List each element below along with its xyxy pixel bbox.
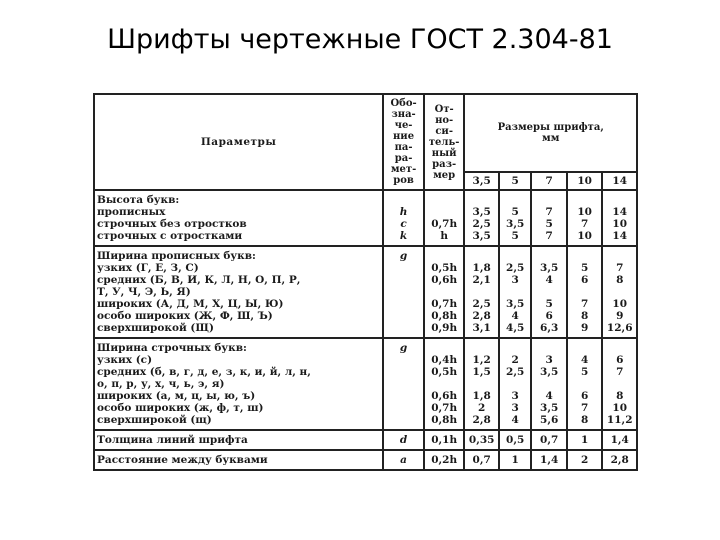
size-value: 7 xyxy=(616,262,624,274)
relative-size-cell-line: 0,8h xyxy=(431,414,458,426)
parameter-cell-line: Толщина линий шрифта xyxy=(97,434,248,446)
symbol-cell-line xyxy=(386,354,421,366)
parameter-cell-line: Ширина строчных букв: xyxy=(97,342,247,354)
relative-size-cell-line: 0,7h xyxy=(431,218,458,230)
size-value: 11,2 xyxy=(606,414,633,426)
size-value xyxy=(570,250,600,262)
symbol-cell-line xyxy=(386,366,421,378)
relative-size-cell-line xyxy=(427,342,462,354)
size-value-cell xyxy=(567,450,603,470)
size-value: 3,5 xyxy=(472,206,491,218)
size-value: 2,5 xyxy=(506,366,525,378)
relative-size-cell-line: 0,5h xyxy=(431,262,458,274)
symbol-cell-line: g xyxy=(399,342,408,354)
size-value: 4,5 xyxy=(506,322,525,334)
symbol-cell-line xyxy=(386,414,421,426)
size-value: 9 xyxy=(581,322,589,334)
size-value-cell xyxy=(567,430,603,450)
size-value xyxy=(570,378,600,390)
size-value xyxy=(570,194,600,206)
size-value-cell xyxy=(531,338,567,430)
relative-size-cell-line xyxy=(427,286,462,298)
size-value xyxy=(570,342,600,354)
symbol-cell xyxy=(383,190,424,246)
size-value: 12,6 xyxy=(606,322,633,334)
font-parameters-table xyxy=(93,93,638,471)
size-value: 1,5 xyxy=(472,366,491,378)
size-value xyxy=(467,286,496,298)
symbol-cell-line xyxy=(386,322,421,334)
parameter-cell xyxy=(94,338,383,430)
header-line: мет- xyxy=(390,164,417,175)
size-value: 14 xyxy=(612,206,628,218)
size-value: 3,5 xyxy=(540,366,559,378)
size-value: 14 xyxy=(612,230,628,242)
parameter-cell xyxy=(94,190,383,246)
symbol-cell-line xyxy=(386,378,421,390)
relative-size-cell xyxy=(424,190,465,246)
size-value: 6 xyxy=(581,274,589,286)
size-value: 7 xyxy=(545,230,553,242)
relative-size-cell-line: 0,5h xyxy=(431,366,458,378)
relative-size-cell-line: 0,1h xyxy=(431,434,458,446)
parameter-cell-line: прописных xyxy=(97,206,166,218)
size-value xyxy=(467,250,496,262)
size-value: 7 xyxy=(616,366,624,378)
size-value: 7 xyxy=(581,402,589,414)
size-value xyxy=(467,342,496,354)
size-column-header: 14 xyxy=(602,172,637,190)
size-value: 3 xyxy=(511,274,519,286)
size-value: 3,5 xyxy=(506,298,525,310)
parameter-cell-line: сверхширокой (щ) xyxy=(97,414,212,426)
size-value: 8 xyxy=(581,310,589,322)
size-value: 1,8 xyxy=(472,390,491,402)
size-value xyxy=(467,378,496,390)
relative-size-cell-line: 0,6h xyxy=(431,274,458,286)
parameter-cell-line: средних (б, в, г, д, е, з, к, и, й, л, н, xyxy=(97,366,311,378)
symbol-cell xyxy=(383,430,424,450)
header-line: Размеры шрифта, xyxy=(497,122,604,133)
size-value: 2,5 xyxy=(472,298,491,310)
size-value-cell xyxy=(602,450,637,470)
parameter-cell-line: узких (с) xyxy=(97,354,153,366)
symbol-cell-line xyxy=(386,402,421,414)
header-line: но- xyxy=(435,114,454,126)
header-font-sizes xyxy=(464,94,637,172)
header-line: че- xyxy=(394,120,413,131)
size-value: 5 xyxy=(581,366,589,378)
relative-size-cell-line xyxy=(427,250,462,262)
header-line: си- xyxy=(435,125,453,137)
size-value xyxy=(534,378,564,390)
size-value-cell xyxy=(464,246,499,338)
size-value xyxy=(605,378,634,390)
size-value-cell xyxy=(531,246,567,338)
size-value xyxy=(502,286,528,298)
size-value: 3 xyxy=(511,402,519,414)
relative-size-cell-line: 0,2h xyxy=(431,454,458,466)
size-value-cell xyxy=(567,338,603,430)
size-value xyxy=(502,342,528,354)
size-value: 2,8 xyxy=(610,454,629,466)
size-value: 3,5 xyxy=(472,230,491,242)
parameter-cell-line: о, п, р, у, х, ч, ь, э, я) xyxy=(97,378,225,390)
symbol-cell-line: a xyxy=(400,454,407,466)
size-value: 6 xyxy=(545,310,553,322)
header-line: зна- xyxy=(391,109,416,120)
size-value: 5 xyxy=(545,298,553,310)
size-value: 2 xyxy=(511,354,519,366)
symbol-cell-line xyxy=(386,390,421,402)
size-value: 4 xyxy=(545,390,553,402)
header-line: раз- xyxy=(432,158,457,170)
header-relative-size xyxy=(424,94,465,190)
header-symbol xyxy=(383,94,424,190)
size-value: 8 xyxy=(581,414,589,426)
size-value: 2,5 xyxy=(506,262,525,274)
parameter-cell-line: строчных с отростками xyxy=(97,230,243,242)
parameter-cell-line: узких (Г, Е, З, С) xyxy=(97,262,199,274)
size-value-cell xyxy=(567,190,603,246)
relative-size-cell-line xyxy=(427,194,462,206)
table-section-row xyxy=(94,246,637,338)
size-value: 7 xyxy=(581,218,589,230)
symbol-cell-line xyxy=(386,274,421,286)
size-column-header: 7 xyxy=(531,172,567,190)
size-value: 8 xyxy=(616,274,624,286)
size-value xyxy=(605,250,634,262)
size-value: 8 xyxy=(616,390,624,402)
symbol-cell-line: k xyxy=(399,230,408,242)
relative-size-cell-line: h xyxy=(440,230,448,242)
size-column-header: 5 xyxy=(499,172,531,190)
size-value xyxy=(502,250,528,262)
size-value: 10 xyxy=(612,218,628,230)
table-section-row xyxy=(94,450,637,470)
symbol-cell xyxy=(383,450,424,470)
size-value xyxy=(605,342,634,354)
header-line: Обо- xyxy=(390,98,417,109)
size-value: 0,7 xyxy=(472,454,491,466)
size-value-cell xyxy=(499,430,531,450)
symbol-cell-line xyxy=(386,286,421,298)
relative-size-cell-line: 0,8h xyxy=(431,310,458,322)
size-value: 9 xyxy=(616,310,624,322)
slide-title: Шрифты чертежные ГОСТ 2.304-81 xyxy=(107,24,613,55)
header-line: ние xyxy=(392,131,415,142)
size-value-cell xyxy=(464,450,499,470)
table-section-row xyxy=(94,338,637,430)
size-value: 6,3 xyxy=(540,322,559,334)
size-column-header: 3,5 xyxy=(464,172,499,190)
size-value: 5 xyxy=(581,262,589,274)
size-value: 6 xyxy=(616,354,624,366)
size-value: 10 xyxy=(612,402,628,414)
size-value: 1,8 xyxy=(472,262,491,274)
size-value: 2,8 xyxy=(472,310,491,322)
header-line: па- xyxy=(394,142,413,153)
size-value: 1,4 xyxy=(540,454,559,466)
parameter-cell xyxy=(94,450,383,470)
size-value xyxy=(534,250,564,262)
size-value: 5,6 xyxy=(540,414,559,426)
size-value-cell xyxy=(464,338,499,430)
size-value: 2,8 xyxy=(472,414,491,426)
parameter-cell-line: Ширина прописных букв: xyxy=(97,250,256,262)
size-value xyxy=(534,342,564,354)
size-value: 1,2 xyxy=(472,354,491,366)
parameter-cell-line: широких (А, Д, М, Х, Ц, Ы, Ю) xyxy=(97,298,284,310)
symbol-cell-line: c xyxy=(400,218,407,230)
relative-size-cell-line: 0,4h xyxy=(431,354,458,366)
size-value xyxy=(502,378,528,390)
size-value: 4 xyxy=(545,274,553,286)
size-value: 1 xyxy=(581,434,589,446)
symbol-cell xyxy=(383,338,424,430)
size-value: 4 xyxy=(511,310,519,322)
relative-size-cell-line: 0,7h xyxy=(431,298,458,310)
header-line: От- xyxy=(434,103,454,115)
size-value: 4 xyxy=(511,414,519,426)
size-value: 0,5 xyxy=(506,434,525,446)
size-value: 3,5 xyxy=(540,262,559,274)
size-value: 3,5 xyxy=(540,402,559,414)
relative-size-cell-line: 0,7h xyxy=(431,402,458,414)
header-line: ный xyxy=(431,147,457,159)
symbol-cell-line xyxy=(386,310,421,322)
relative-size-cell xyxy=(424,450,465,470)
size-value-cell xyxy=(499,246,531,338)
relative-size-cell-line xyxy=(427,378,462,390)
size-value-cell xyxy=(531,430,567,450)
parameter-cell xyxy=(94,246,383,338)
size-value xyxy=(605,286,634,298)
table-section-row xyxy=(94,190,637,246)
size-value: 2 xyxy=(478,402,486,414)
relative-size-cell-line: 0,6h xyxy=(431,390,458,402)
relative-size-cell-line xyxy=(427,206,462,218)
relative-size-cell xyxy=(424,246,465,338)
symbol-cell-line xyxy=(386,262,421,274)
parameter-cell-line: сверхширокой (Щ) xyxy=(97,322,214,334)
size-value-cell xyxy=(531,450,567,470)
size-value-cell xyxy=(531,190,567,246)
symbol-cell-line xyxy=(386,298,421,310)
size-value: 4 xyxy=(581,354,589,366)
size-value: 10 xyxy=(612,298,628,310)
symbol-cell-line: d xyxy=(399,434,408,446)
size-value-cell xyxy=(567,246,603,338)
size-value xyxy=(605,194,634,206)
size-value-cell xyxy=(499,190,531,246)
parameter-cell-line: особо широких (ж, ф, т, ш) xyxy=(97,402,264,414)
size-value: 2,1 xyxy=(472,274,491,286)
size-value: 1,4 xyxy=(610,434,629,446)
size-value: 5 xyxy=(545,218,553,230)
parameter-cell-line: Высота букв: xyxy=(97,194,180,206)
size-value: 10 xyxy=(577,206,592,218)
relative-size-cell-line: 0,9h xyxy=(431,322,458,334)
symbol-cell-line: g xyxy=(399,250,408,262)
size-value: 7 xyxy=(581,298,589,310)
size-value: 7 xyxy=(545,206,553,218)
parameter-cell-line: особо широких (Ж, Ф, Ш, Ъ) xyxy=(97,310,273,322)
size-value-cell xyxy=(464,430,499,450)
size-value: 3,1 xyxy=(472,322,491,334)
size-value-cell xyxy=(602,338,637,430)
size-value xyxy=(467,194,496,206)
parameter-cell xyxy=(94,430,383,450)
size-value-cell xyxy=(464,190,499,246)
size-value-cell xyxy=(499,450,531,470)
size-value: 1 xyxy=(511,454,519,466)
size-value: 3,5 xyxy=(506,218,525,230)
size-value xyxy=(534,286,564,298)
size-value: 10 xyxy=(577,230,592,242)
header-line: мер xyxy=(433,169,456,181)
size-value-cell xyxy=(602,430,637,450)
size-value: 2,5 xyxy=(472,218,491,230)
size-value xyxy=(534,194,564,206)
size-column-header: 10 xyxy=(567,172,603,190)
relative-size-cell xyxy=(424,338,465,430)
size-value: 0,35 xyxy=(468,434,495,446)
symbol-cell-line xyxy=(386,194,421,206)
symbol-cell xyxy=(383,246,424,338)
parameter-cell-line: средних (Б, В, И, К, Л, Н, О, П, Р, xyxy=(97,274,301,286)
size-value xyxy=(570,286,600,298)
parameter-cell-line: строчных без отростков xyxy=(97,218,247,230)
size-value: 3 xyxy=(511,390,519,402)
parameter-cell-line: Т, У, Ч, Э, Ь, Я) xyxy=(97,286,191,298)
size-value: 3 xyxy=(545,354,553,366)
size-value xyxy=(502,194,528,206)
relative-size-cell xyxy=(424,430,465,450)
parameter-cell-line: Расстояние между буквами xyxy=(97,454,268,466)
size-value: 0,7 xyxy=(540,434,559,446)
header-line: ра- xyxy=(394,153,413,164)
parameter-cell-line: широких (а, м, ц, ы, ю, ъ) xyxy=(97,390,256,402)
size-value-cell xyxy=(602,246,637,338)
header-line: мм xyxy=(542,133,560,144)
header-parameters: Параметры xyxy=(94,94,383,190)
size-value-cell xyxy=(499,338,531,430)
size-value: 2 xyxy=(581,454,589,466)
size-value: 5 xyxy=(511,230,519,242)
header-line: ров xyxy=(393,175,414,186)
table-section-row xyxy=(94,430,637,450)
size-value: 5 xyxy=(511,206,519,218)
size-value: 6 xyxy=(581,390,589,402)
symbol-cell-line: h xyxy=(399,206,408,218)
header-line: тель- xyxy=(428,136,460,148)
size-value-cell xyxy=(602,190,637,246)
